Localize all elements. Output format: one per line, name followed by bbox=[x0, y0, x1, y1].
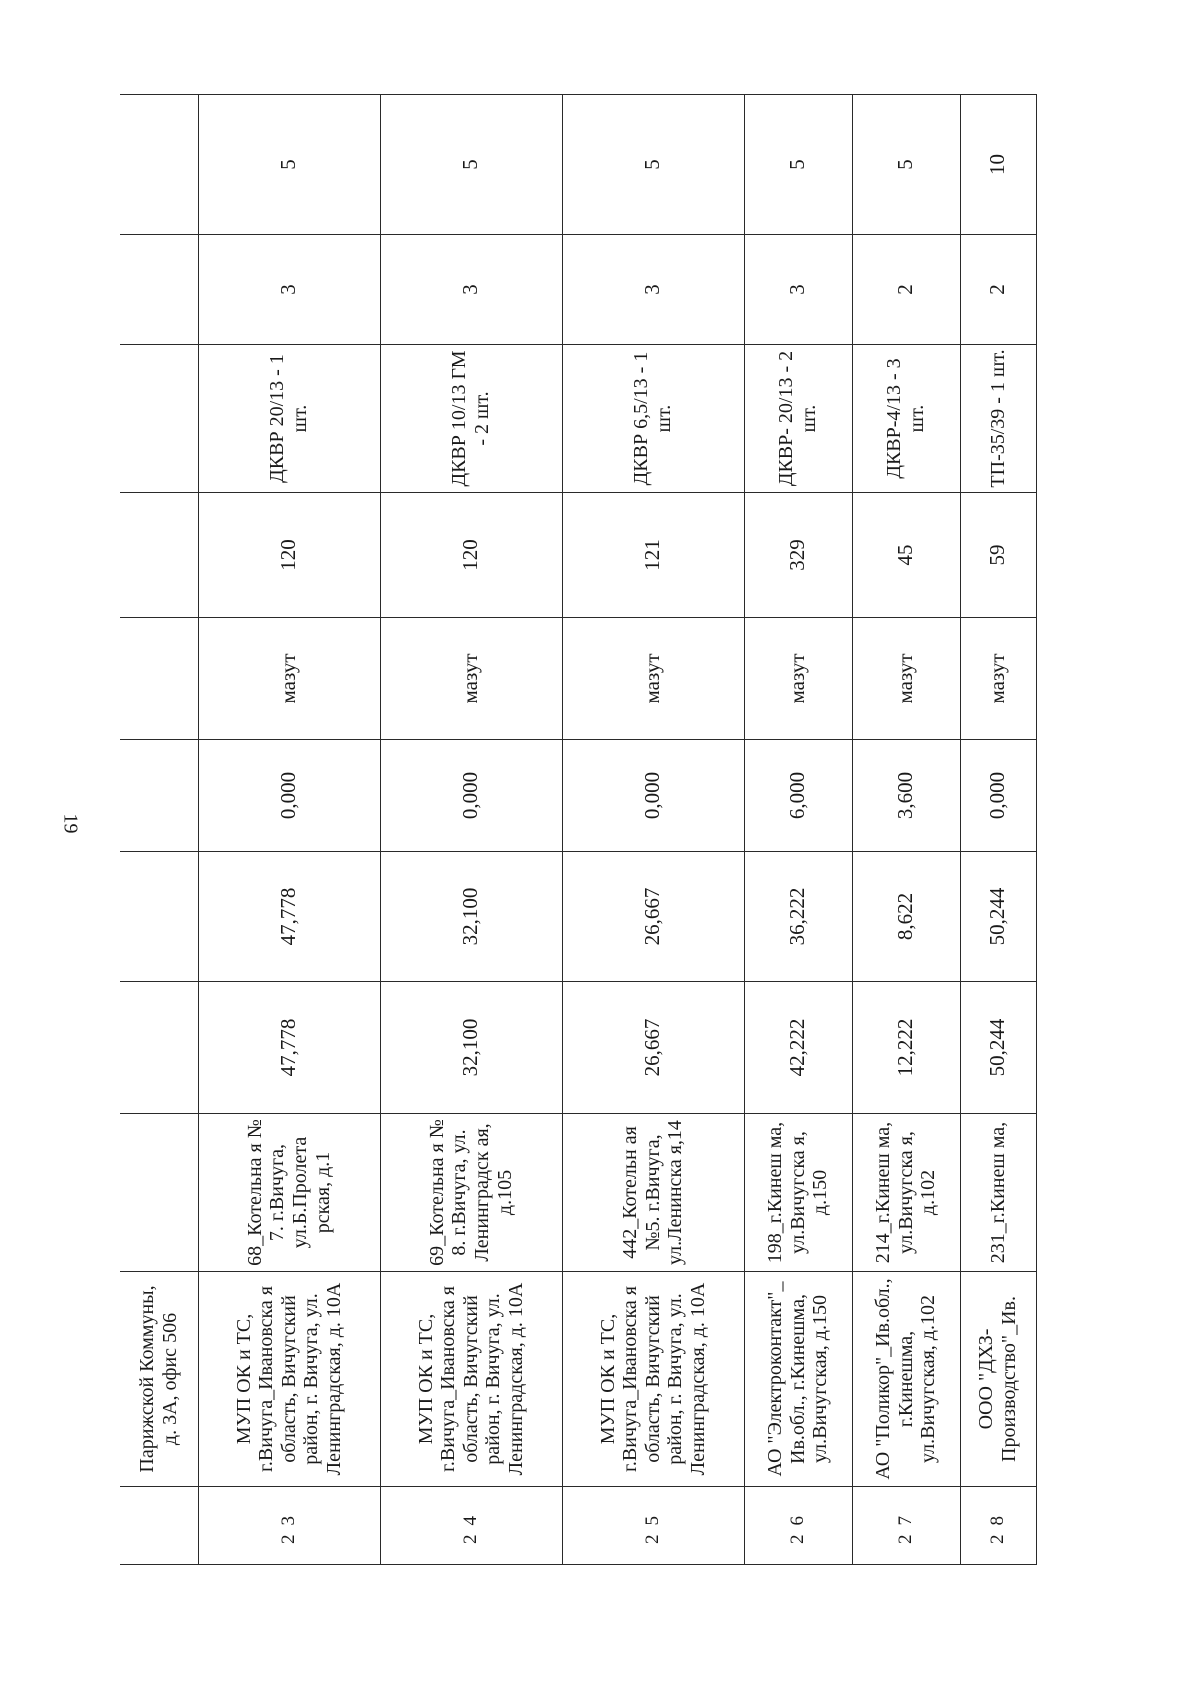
cell-c8 bbox=[120, 95, 198, 235]
cell-fuel: мазут bbox=[198, 618, 380, 740]
cell-equipment: ДКВР 20/13 - 1 шт. bbox=[198, 345, 380, 493]
cell-c8: 5 bbox=[198, 95, 380, 235]
cell-fuel: мазут bbox=[744, 618, 852, 740]
cell-c2: 36,222 bbox=[744, 852, 852, 982]
table-row bbox=[120, 95, 198, 1565]
cell-c7: 2 bbox=[960, 235, 1036, 345]
cell-equipment: ДКВР- 20/13 - 2 шт. bbox=[744, 345, 852, 493]
cell-no: 28 bbox=[960, 1487, 1036, 1565]
cell-c8: 10 bbox=[960, 95, 1036, 235]
cell-no: 26 bbox=[744, 1487, 852, 1565]
cell-equipment: ДКВР 6,5/13 - 1 шт. bbox=[562, 345, 744, 493]
cell-c1: 50,244 bbox=[960, 982, 1036, 1114]
cell-c5: 59 bbox=[960, 493, 1036, 618]
cell-fuel: мазут bbox=[380, 618, 562, 740]
cell-object: 198_г.Кинеш ма, ул.Вичугска я, д.150 bbox=[744, 1114, 852, 1272]
cell-c7: 3 bbox=[198, 235, 380, 345]
boiler-table bbox=[120, 94, 1037, 1565]
cell-owner: Парижской Коммуны, д. 3А, офис 506 bbox=[120, 1272, 198, 1487]
cell-owner: АО "Электроконтакт"_ Ив.обл., г.Кинешма, ул.Вичугская, д.150 bbox=[744, 1272, 852, 1487]
cell-c2: 26,667 bbox=[562, 852, 744, 982]
cell-c3: 6,000 bbox=[744, 740, 852, 852]
cell-c3: 0,000 bbox=[198, 740, 380, 852]
cell-c2: 32,100 bbox=[380, 852, 562, 982]
cell-c2: 50,244 bbox=[960, 852, 1036, 982]
table-row bbox=[380, 95, 562, 1565]
cell-fuel: мазут bbox=[562, 618, 744, 740]
cell-no bbox=[120, 1487, 198, 1565]
cell-object: 214_г.Кинеш ма, ул.Вичугска я, д.102 bbox=[852, 1114, 960, 1272]
rotated-table-container bbox=[120, 75, 1200, 1565]
cell-c2: 8,622 bbox=[852, 852, 960, 982]
cell-object bbox=[120, 1114, 198, 1272]
cell-c7: 3 bbox=[562, 235, 744, 345]
cell-c8: 5 bbox=[562, 95, 744, 235]
cell-c7: 3 bbox=[380, 235, 562, 345]
cell-c3: 3,600 bbox=[852, 740, 960, 852]
cell-c5 bbox=[120, 493, 198, 618]
cell-c5: 120 bbox=[380, 493, 562, 618]
cell-c8: 5 bbox=[852, 95, 960, 235]
cell-owner: МУП ОК и ТС, г.Вичуга_Ивановска я область, Вичугский район, г. Вичуга, ул. Ленинградская, д. 10А bbox=[380, 1272, 562, 1487]
cell-c7 bbox=[120, 235, 198, 345]
cell-object: 442_Котельн ая №5. г.Вичуга, ул.Ленинска я,14 bbox=[562, 1114, 744, 1272]
table-row bbox=[744, 95, 852, 1565]
cell-owner: МУП ОК и ТС, г.Вичуга_Ивановска я область, Вичугский район, г. Вичуга, ул. Ленинградская, д. 10А bbox=[198, 1272, 380, 1487]
cell-owner: МУП ОК и ТС, г.Вичуга_Ивановска я область, Вичугский район, г. Вичуга, ул. Ленинградская, д. 10А bbox=[562, 1272, 744, 1487]
table-row bbox=[198, 95, 380, 1565]
cell-no: 23 bbox=[198, 1487, 380, 1565]
cell-object: 68_Котельна я № 7. г.Вичуга, ул.Б.Пролета рская, д.1 bbox=[198, 1114, 380, 1272]
cell-fuel: мазут bbox=[960, 618, 1036, 740]
cell-c3: 0,000 bbox=[380, 740, 562, 852]
table-row bbox=[562, 95, 744, 1565]
cell-no: 27 bbox=[852, 1487, 960, 1565]
table-row bbox=[852, 95, 960, 1565]
cell-owner: ООО "ДХЗ- Производство"_Ив. bbox=[960, 1272, 1036, 1487]
cell-c1: 42,222 bbox=[744, 982, 852, 1114]
cell-c1: 47,778 bbox=[198, 982, 380, 1114]
cell-no: 24 bbox=[380, 1487, 562, 1565]
cell-equipment: ДКВР-4/13 - 3 шт. bbox=[852, 345, 960, 493]
cell-c1 bbox=[120, 982, 198, 1114]
cell-c8: 5 bbox=[380, 95, 562, 235]
cell-c3: 0,000 bbox=[562, 740, 744, 852]
cell-c7: 2 bbox=[852, 235, 960, 345]
cell-object: 69_Котельна я № 8. г.Вичуга, ул. Ленинградск ая, д.105 bbox=[380, 1114, 562, 1272]
cell-c2 bbox=[120, 852, 198, 982]
cell-owner: АО "Поликор"_Ив.обл., г.Кинешма, ул.Вичугская, д.102 bbox=[852, 1272, 960, 1487]
cell-fuel bbox=[120, 618, 198, 740]
cell-c5: 329 bbox=[744, 493, 852, 618]
cell-c3: 0,000 bbox=[960, 740, 1036, 852]
cell-c1: 12,222 bbox=[852, 982, 960, 1114]
cell-c7: 3 bbox=[744, 235, 852, 345]
cell-c1: 32,100 bbox=[380, 982, 562, 1114]
cell-c5: 120 bbox=[198, 493, 380, 618]
cell-c5: 45 bbox=[852, 493, 960, 618]
cell-c8: 5 bbox=[744, 95, 852, 235]
cell-fuel: мазут bbox=[852, 618, 960, 740]
cell-c2: 47,778 bbox=[198, 852, 380, 982]
cell-c3 bbox=[120, 740, 198, 852]
cell-equipment: ДКВР 10/13 ГМ - 2 шт. bbox=[380, 345, 562, 493]
table-row bbox=[960, 95, 1036, 1565]
cell-equipment: ТП-35/39 - 1 шт. bbox=[960, 345, 1036, 493]
page-number: 19 bbox=[59, 813, 82, 834]
cell-equipment bbox=[120, 345, 198, 493]
cell-object: 231_г.Кинеш ма, bbox=[960, 1114, 1036, 1272]
cell-c1: 26,667 bbox=[562, 982, 744, 1114]
cell-c5: 121 bbox=[562, 493, 744, 618]
cell-no: 25 bbox=[562, 1487, 744, 1565]
